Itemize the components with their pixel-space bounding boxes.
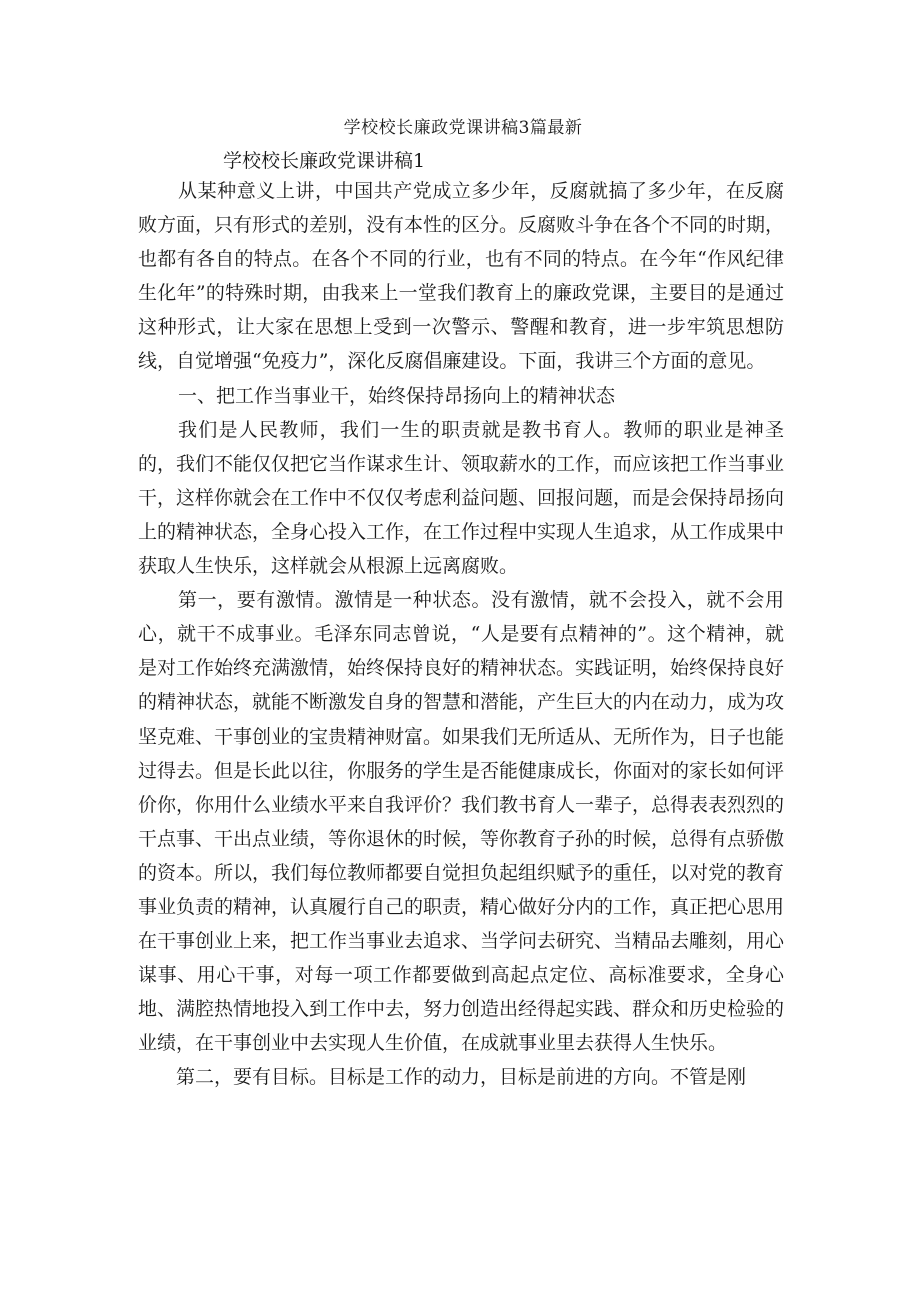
document-page bbox=[138, 0, 788, 1301]
paragraph-teacher-duty: 我们是人民教师，我们一生的职责就是教书育人。教师的职业是神圣的，我们不能仅仅把它当作谋求生计、领取薪水的工作，而应该把工作当事业干，这样你就会在工作中不仅仅考虑利益问题、回报问题，而是会保持昂扬向上的精神状态，全身心投入工作，在工作过程中实现人生追求，从工作成果中获取人生快乐，这样就会从根源上远离腐败。 bbox=[138, 418, 785, 578]
paragraph-goal: 第二，要有目标。目标是工作的动力，目标是前进的方向。不管是刚 bbox=[176, 1066, 747, 1089]
section-title: 学校校长廉政党课讲稿1 bbox=[223, 150, 426, 172]
paragraph-passion: 第一，要有激情。激情是一种状态。没有激情，就不会投入，就不会用心，就干不成事业。毛泽东同志曾说，“人是要有点精神的”。这个精神，就是对工作始终充满激情，始终保持良好的精神状态。实践证明，始终保持良好的精神状态，就能不断激发自身的智慧和潜能，产生巨大的内在动力，成为攻坚克难、干事创业的宝贵精神财富。如果我们无所适从、无所作为，日子也能过得去。但是长此以往，你服务的学生是否能健康成长，你面对的家长如何评价你，你用什么业绩水平来自我评价？我们教书育人一辈子，总得表表烈烈的干点事、干出点业绩，等你退休的时候，等你教育子孙的时候，总得有点骄傲的资本。所以，我们每位教师都要自觉担负起组织赋予的重任，以对党的教育事业负责的精神，认真履行自己的职责，精心做好分内的工作，真正把心思用在干事创业上来，把工作当事业去追求、当学问去研究、当精品去雕刻，用心谋事、用心干事，对每一项工作都要做到高起点定位、高标准要求，全身心地、满腔热情地投入到工作中去，努力创造出经得起实践、群众和历史检验的业绩，在干事创业中去实现人生价值，在成就事业里去获得人生快乐。 bbox=[138, 589, 785, 1055]
document-title: 学校校长廉政党课讲稿3篇最新 bbox=[343, 118, 583, 138]
paragraph-heading-one: 一、把工作当事业干，始终保持昂扬向上的精神状态 bbox=[178, 384, 616, 407]
document-body bbox=[138, 174, 784, 1095]
paragraph-intro: 从某种意义上讲，中国共产党成立多少年，反腐就搞了多少年，在反腐败方面，只有形式的差别，没有本性的区分。反腐败斗争在各个不同的时期，也都有各自的特点。在各个不同的行业，也有不同的特点。在今年“作风纪律生化年”的特殊时期，由我来上一堂我们教育上的廉政党课，主要目的是通过这种形式，让大家在思想上受到一次警示、警醒和教育，进一步牢筑思想防线，自觉增强“免疫力”，深化反腐倡廉建设。下面，我讲三个方面的意见。 bbox=[138, 180, 785, 373]
